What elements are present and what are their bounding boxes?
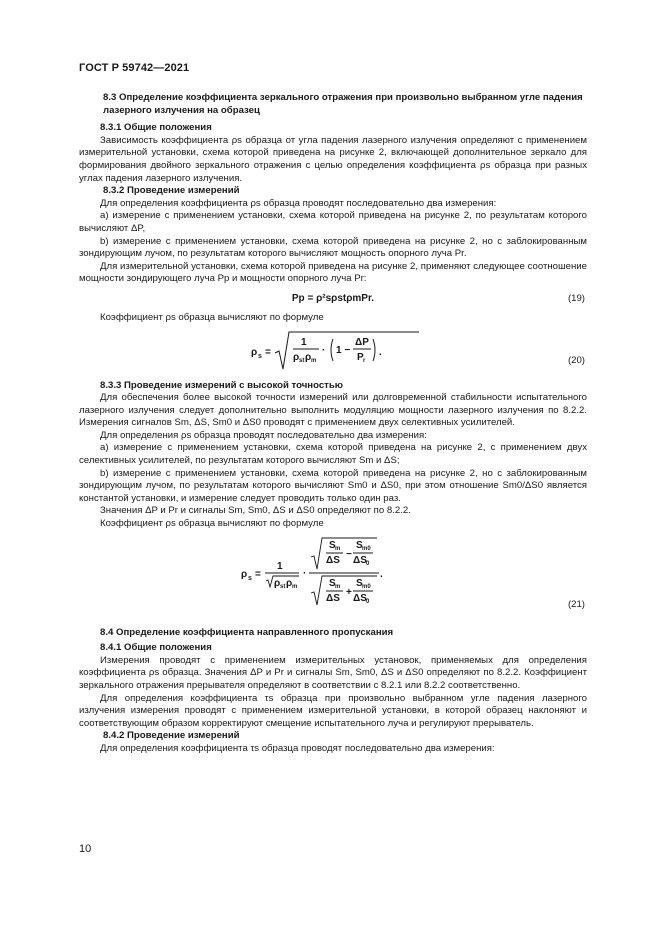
svg-text:s: s xyxy=(258,352,262,360)
paragraph: Измерения проводят с применением измерительных установок, применяемых для определения коэффициента ρs образца. Значения ΔP и Pr и сигналы Sm, Sm0, ΔS и ΔS0 определяют по 8.2.2. Коэффициент зеркального отражения прерывателя определяют в соответствии с 8.2.1 или 8.2.2 соответственно. xyxy=(79,654,587,691)
svg-text:·: · xyxy=(303,567,307,579)
svg-text:ΔS: ΔS xyxy=(326,592,340,604)
svg-text:0: 0 xyxy=(366,560,370,567)
equation-number: (21) xyxy=(567,598,585,610)
paragraph: Для определения коэффициента τs образца проводят последовательно два измерения: xyxy=(100,742,495,754)
svg-text:S: S xyxy=(356,539,363,551)
equation-number: (20) xyxy=(567,354,585,366)
section-8-3-3-title: 8.3.3 Проведение измерений с высокой точностью xyxy=(100,379,343,391)
list-item: b) измерение с применением установки, схема которой приведена на рисунке 2, но с заблокированным зондирующим лучом, по результатам которого вычисляют Sm0 и ΔS0, при этом отношение Sm0/ΔS0 является константой установки, и измерение следует проводить только один раз. xyxy=(79,467,587,504)
svg-text:ρ: ρ xyxy=(305,351,312,363)
equation-19-formula: Pp = ρ²sρstρmPr. xyxy=(291,292,375,304)
svg-text:S: S xyxy=(356,577,363,589)
svg-text:m: m xyxy=(335,583,341,590)
paragraph: Для определения коэффициента ρs образца проводят последовательно два измерения: xyxy=(100,197,497,209)
paragraph: Для обеспечения более высокой точности измерений или долговременной стабильности испытательного лазерного излучения следует дополнительно выполнить модуляцию мощности лазерного излучения по 8.2.2. Измерения сигналов Sm, ΔS, Sm0 и ΔS0 проводят с применением двух селективных усилителей. xyxy=(79,392,587,429)
equation-21-formula xyxy=(239,535,459,611)
svg-text:ΔS: ΔS xyxy=(326,554,340,566)
svg-text:m0: m0 xyxy=(362,545,371,552)
list-item: b) измерение с применением установки, схема которой приведена на рисунке 2, но с заблокированным зондирующим лучом, по результатам которого вычисляют мощность опорного луча Pr. xyxy=(79,235,587,260)
equation-number: (19) xyxy=(567,292,585,304)
svg-text:m: m xyxy=(335,545,341,552)
svg-text:r: r xyxy=(363,357,366,364)
equation-19 xyxy=(79,290,587,308)
paragraph: Для определения ρs образца проводят последовательно два измерения: xyxy=(100,429,427,441)
svg-text:ΔS: ΔS xyxy=(353,554,367,566)
paragraph: Значения ΔP и Pr и сигналы Sm, Sm0, ΔS и ΔS0 определяют по 8.2.2. xyxy=(100,505,411,517)
section-8-4-title: 8.4 Определение коэффициента направленного пропускания xyxy=(100,626,394,638)
svg-text:m: m xyxy=(292,583,298,590)
svg-text:ρ: ρ xyxy=(274,577,281,589)
equation-20 xyxy=(79,329,587,375)
document-header: ГОСТ Р 59742—2021 xyxy=(79,62,190,74)
section-8-4-1-title: 8.4.1 Общие положения xyxy=(100,642,212,654)
paragraph: Коэффициент ρs образца вычисляют по формуле xyxy=(100,311,324,323)
equation-21 xyxy=(79,535,587,613)
section-8-3-1-title: 8.3.1 Общие положения xyxy=(100,122,212,134)
section-8-3-title: 8.3 Определение коэффициента зеркального отражения при произвольно выбранном угле падения лазерного излучения на образец xyxy=(103,92,583,116)
list-item: а) измерение с применением установки, схема которой приведена на рисунке 2, с применением двух селективных усилителей, по результатам которого вычисляют Sm и ΔS; xyxy=(79,442,587,467)
svg-text:.: . xyxy=(380,568,383,580)
svg-text:1 −: 1 − xyxy=(336,344,351,356)
paragraph: Зависимость коэффициента ρs образца от угла падения лазерного излучения определяют с применением измерительной установки, схема которой приведена на рисунке 2, включающей дополнительное зеркало для формирования двойного зеркального отражения с целью определения коэффициента ρs образца при разных углах падения лазерного излучения. xyxy=(79,134,587,184)
svg-text:ρ: ρ xyxy=(251,346,258,358)
svg-text:m0: m0 xyxy=(362,583,371,590)
svg-text:ρ: ρ xyxy=(293,351,300,363)
section-8-4-2-title: 8.4.2 Проведение измерений xyxy=(103,730,240,742)
svg-text:+: + xyxy=(346,586,352,598)
page-content xyxy=(79,92,587,756)
svg-text:ΔP: ΔP xyxy=(355,336,369,348)
svg-text:−: − xyxy=(346,548,352,560)
paragraph: Для измерительной установки, схема которой приведена на рисунке 2, применяют следующее соотношение мощности зондирующего луча Pp и мощности опорного луча Pr: xyxy=(79,260,587,285)
svg-text:·: · xyxy=(322,344,326,356)
svg-text:=: = xyxy=(255,568,261,580)
paragraph: Коэффициент ρs образца вычисляют по формуле xyxy=(100,518,324,530)
svg-text:.: . xyxy=(379,346,382,358)
svg-text:S: S xyxy=(329,577,336,589)
svg-text:S: S xyxy=(329,539,336,551)
svg-text:0: 0 xyxy=(366,598,370,605)
list-item: а) измерение с применением установки, схема которой приведена на рисунке 2, по результатам которого вычисляют ΔP, xyxy=(79,210,587,234)
svg-text:P: P xyxy=(357,351,364,363)
svg-text:1: 1 xyxy=(277,560,283,572)
svg-text:m: m xyxy=(311,357,317,364)
svg-text:ρ: ρ xyxy=(241,568,248,580)
svg-text:1: 1 xyxy=(301,336,307,348)
svg-text:ΔS: ΔS xyxy=(353,592,367,604)
svg-text:ρ: ρ xyxy=(286,577,293,589)
svg-text:s: s xyxy=(248,574,252,582)
section-8-3-2-title: 8.3.2 Проведение измерений xyxy=(103,185,240,197)
svg-text:st: st xyxy=(280,583,286,590)
equation-20-formula xyxy=(249,329,429,375)
svg-text:st: st xyxy=(299,357,305,364)
paragraph: Для определения коэффициента τs образца при произвольно выбранном угле падения лазерного излучения измерения проводят с применением измерительной установки, в которой образец наклоняют и соответствующим образом корректируют смещение испытательного луча и регулируют прерыватель. xyxy=(79,692,587,729)
page-number: 10 xyxy=(79,843,92,855)
svg-text:=: = xyxy=(265,346,271,358)
